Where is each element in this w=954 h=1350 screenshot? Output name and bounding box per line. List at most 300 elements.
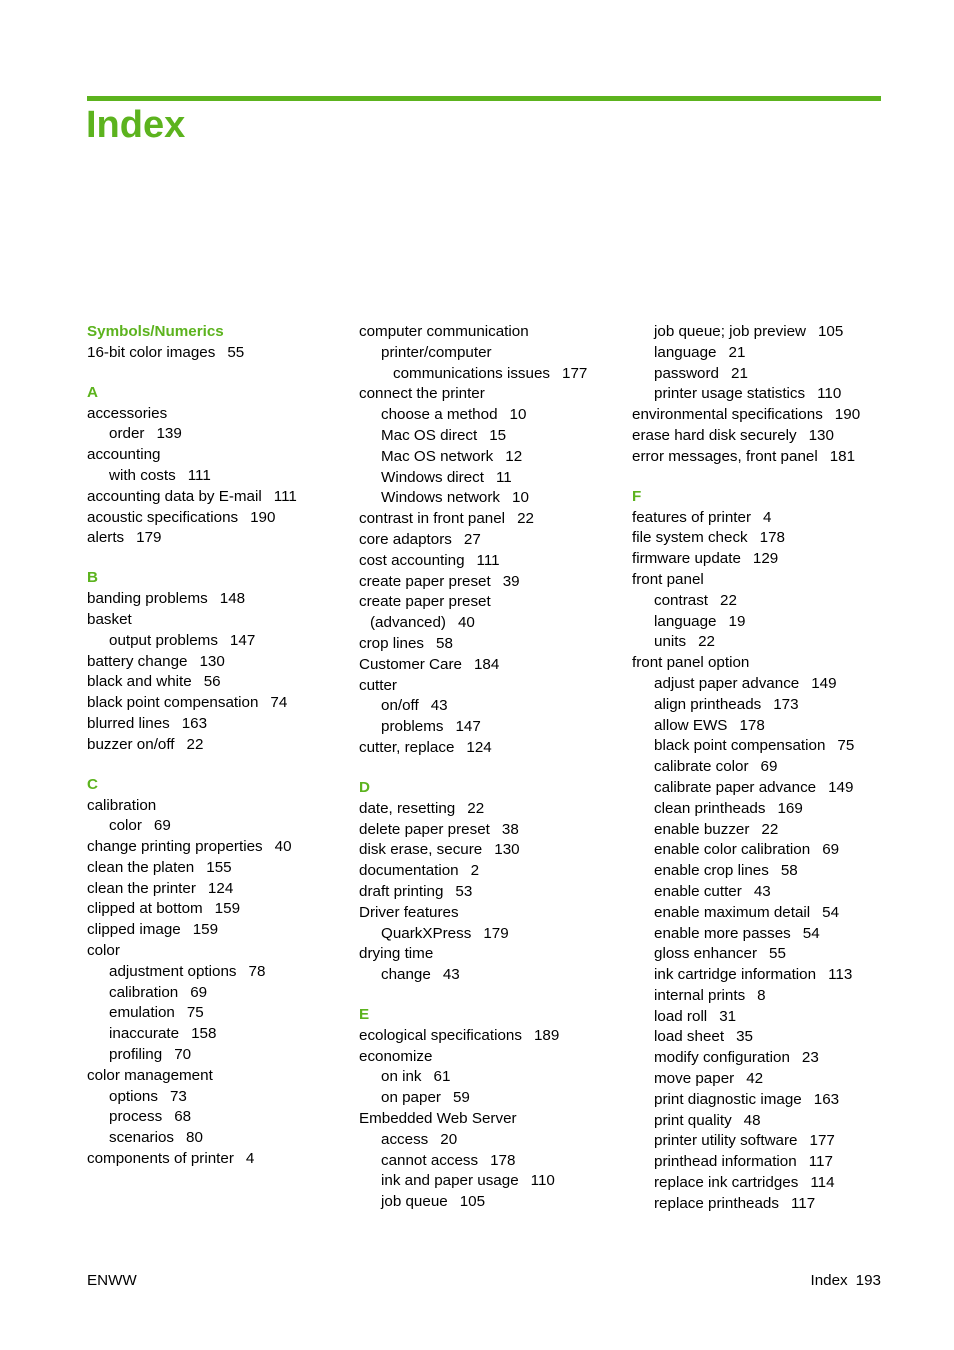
index-entry <box>87 652 359 673</box>
index-subentry <box>359 696 631 717</box>
index-page-link[interactable]: 69 <box>153 817 171 835</box>
index-entry <box>87 899 359 920</box>
index-page-link[interactable]: 173 <box>773 695 799 713</box>
index-term: Windows network <box>381 489 501 507</box>
index-section-header: A <box>87 383 98 401</box>
index-page-link[interactable]: 75 <box>837 737 855 755</box>
index-page-link[interactable]: 129 <box>752 550 779 568</box>
index-term: erase hard disk securely <box>632 426 797 444</box>
index-term: firmware update <box>632 550 741 568</box>
index-subentry <box>632 757 881 778</box>
index-entry <box>359 509 631 530</box>
index-page-link[interactable]: 58 <box>436 634 453 652</box>
index-term: order <box>109 425 145 443</box>
index-page-link[interactable]: 54 <box>822 903 840 921</box>
index-page-link[interactable]: 158 <box>191 1025 217 1043</box>
index-subentry <box>632 612 881 633</box>
index-subentry <box>359 1171 631 1192</box>
index-term: black and white <box>87 673 192 691</box>
index-term: cutter, replace <box>359 738 455 756</box>
index-term: color <box>87 942 120 960</box>
index-page-link[interactable]: 75 <box>186 1004 204 1022</box>
index-entry <box>632 549 881 570</box>
index-entry <box>87 404 359 425</box>
index-entry <box>87 941 359 962</box>
index-term: adjust paper advance <box>654 674 800 692</box>
index-page-link[interactable]: 130 <box>494 841 520 859</box>
index-term: black point compensation <box>87 694 259 712</box>
index-page-link[interactable]: 70 <box>174 1046 192 1064</box>
index-term: (advanced) <box>370 614 446 632</box>
index-subentry <box>87 962 359 983</box>
index-term: crop lines <box>359 634 424 652</box>
index-subentry <box>632 861 881 882</box>
index-entry <box>87 858 359 879</box>
footer-right <box>811 1271 882 1291</box>
index-page-link[interactable]: 130 <box>199 652 225 670</box>
index-entry <box>632 653 881 674</box>
index-term: color <box>109 817 142 835</box>
index-term: internal prints <box>654 986 746 1004</box>
index-entry <box>87 589 359 610</box>
index-page-link[interactable]: 111 <box>187 466 211 484</box>
index-entry <box>359 1026 631 1047</box>
index-page-link[interactable]: 10 <box>512 489 529 507</box>
index-term: clean printheads <box>654 799 766 817</box>
index-term: units <box>654 633 687 651</box>
index-term: Mac OS direct <box>381 426 478 444</box>
index-page-link[interactable]: 43 <box>753 882 771 900</box>
index-page-link[interactable]: 20 <box>440 1130 458 1148</box>
index-page-link[interactable]: 43 <box>430 697 448 715</box>
index-term: delete paper preset <box>359 820 490 838</box>
index-entry <box>359 322 631 343</box>
index-term: align printheads <box>654 695 762 713</box>
index-term: accounting <box>87 446 161 464</box>
index-term: basket <box>87 610 132 628</box>
index-term: file system check <box>632 529 748 547</box>
index-page-link[interactable]: 113 <box>828 966 853 984</box>
index-term: clean the platen <box>87 858 195 876</box>
index-term: Embedded Web Server <box>359 1110 517 1128</box>
index-page-link[interactable]: 59 <box>452 1089 470 1107</box>
index-term: contrast in front panel <box>359 510 506 528</box>
index-entry <box>87 879 359 900</box>
index-page-link[interactable]: 181 <box>829 447 856 465</box>
index-subentry <box>632 736 881 757</box>
index-section-header: B <box>87 569 98 587</box>
index-subentry <box>632 799 881 820</box>
index-subentry <box>87 1107 359 1128</box>
index-term: black point compensation <box>654 737 826 755</box>
index-page-link[interactable]: 148 <box>219 590 246 608</box>
index-page-link[interactable]: 55 <box>227 343 245 361</box>
index-page-link[interactable]: 22 <box>720 591 737 609</box>
index-entry <box>87 672 359 693</box>
footer-page-number: 193 <box>855 1272 881 1289</box>
index-page-link[interactable]: 56 <box>203 673 221 691</box>
index-subentry <box>632 343 881 364</box>
index-entry <box>359 820 631 841</box>
index-term: enable maximum detail <box>654 903 811 921</box>
index-term: on/off <box>381 697 419 715</box>
index-term: front panel option <box>632 654 750 672</box>
index-section-header: F <box>632 487 642 505</box>
index-page-link[interactable]: 73 <box>169 1087 187 1105</box>
index-page-link[interactable]: 10 <box>509 406 527 424</box>
index-term: Mac OS network <box>381 447 494 465</box>
index-entry <box>359 799 631 820</box>
index-term: drying time <box>359 945 434 963</box>
index-page-link[interactable]: 177 <box>809 1132 835 1150</box>
index-page-link[interactable]: 117 <box>790 1194 816 1212</box>
index-term: enable color calibration <box>654 841 811 859</box>
index-column-2 <box>359 322 631 1213</box>
index-subentry <box>632 1173 881 1194</box>
title-rule <box>87 96 881 101</box>
footer-left: ENWW <box>87 1272 137 1289</box>
index-entry <box>87 920 359 941</box>
index-page-link[interactable]: 78 <box>248 962 266 980</box>
index-entry <box>359 634 631 655</box>
index-subentry <box>359 1192 631 1213</box>
index-term: banding problems <box>87 590 208 608</box>
index-subentry <box>632 1152 881 1173</box>
index-page-link[interactable]: 19 <box>728 612 746 630</box>
index-page-link[interactable]: 80 <box>186 1129 203 1147</box>
index-term: enable crop lines <box>654 862 769 880</box>
index-page-link[interactable]: 43 <box>442 966 460 984</box>
index-term: change <box>381 966 431 984</box>
index-term: choose a method <box>381 406 498 424</box>
index-page-link[interactable]: 22 <box>186 735 204 753</box>
index-term: enable buzzer <box>654 820 750 838</box>
index-page-link[interactable]: 190 <box>834 406 861 424</box>
index-page-link[interactable]: 105 <box>817 323 844 340</box>
index-subentry <box>359 488 631 509</box>
index-term: enable more passes <box>654 924 791 942</box>
index-entry <box>87 693 359 714</box>
index-page-link[interactable]: 53 <box>455 882 473 900</box>
index-term: cutter <box>359 676 397 694</box>
index-subentry <box>632 903 881 924</box>
index-entry <box>359 944 631 965</box>
index-term: clipped at bottom <box>87 900 203 918</box>
index-entry <box>359 676 631 697</box>
index-page-link[interactable]: 12 <box>505 447 523 465</box>
index-page-link[interactable]: 69 <box>760 758 778 776</box>
index-page-link[interactable]: 69 <box>190 983 208 1001</box>
index-term: replace printheads <box>654 1194 779 1212</box>
index-term: ecological specifications <box>359 1026 522 1044</box>
index-page-link[interactable]: 111 <box>273 487 297 505</box>
index-page-link[interactable]: 11 <box>495 468 512 486</box>
index-subentry <box>87 424 359 445</box>
index-page-link[interactable]: 48 <box>743 1111 761 1129</box>
index-subentry <box>359 965 631 986</box>
index-subentry <box>632 1069 881 1090</box>
index-subentry <box>87 1003 359 1024</box>
index-page-link[interactable]: 2 <box>470 862 480 880</box>
index-term: features of printer <box>632 508 752 526</box>
index-subentry <box>632 924 881 945</box>
index-term: 16-bit color images <box>87 343 216 361</box>
index-term: contrast <box>654 591 709 609</box>
index-page-link[interactable]: 177 <box>562 364 588 382</box>
index-term: ink and paper usage <box>381 1172 519 1190</box>
index-page-link[interactable]: 139 <box>156 425 182 443</box>
index-term: battery change <box>87 652 188 670</box>
index-page-link[interactable]: 169 <box>777 799 803 817</box>
index-term: printer utility software <box>654 1132 798 1150</box>
index-subentry <box>632 1027 881 1048</box>
index-subentry <box>87 631 359 652</box>
index-subentry <box>87 1045 359 1066</box>
index-term: scenarios <box>109 1129 174 1147</box>
index-subentry <box>632 1090 881 1111</box>
index-entry <box>359 592 631 613</box>
index-page-link[interactable]: 22 <box>698 633 715 651</box>
index-term: QuarkXPress <box>381 924 472 942</box>
index-page-link[interactable]: 147 <box>229 631 256 649</box>
index-subentry <box>632 591 881 612</box>
index-page-link[interactable]: 23 <box>801 1049 819 1067</box>
index-subentry <box>359 613 631 634</box>
index-term: language <box>654 612 717 630</box>
index-term: job queue <box>381 1193 448 1211</box>
index-term: economize <box>359 1047 433 1065</box>
index-page-link[interactable]: 35 <box>736 1028 753 1046</box>
index-term: replace ink cartridges <box>654 1174 799 1192</box>
index-page-link[interactable]: 149 <box>828 778 854 796</box>
index-term: allow EWS <box>654 716 728 734</box>
index-term: profiling <box>109 1046 163 1064</box>
index-entry <box>359 882 631 903</box>
index-subentry <box>632 965 881 986</box>
index-term: ink cartridge information <box>654 966 817 984</box>
index-term: front panel <box>632 570 704 588</box>
index-subentry <box>632 986 881 1007</box>
index-page-link[interactable]: 40 <box>457 614 475 632</box>
index-page-link[interactable]: 4 <box>245 1150 255 1168</box>
index-entry <box>632 508 881 529</box>
index-term: create paper preset <box>359 593 491 611</box>
index-page-link[interactable]: 55 <box>769 945 786 963</box>
index-subentry <box>87 1087 359 1108</box>
index-page-link[interactable]: 179 <box>136 529 162 547</box>
index-term: on ink <box>381 1068 422 1086</box>
index-page-link[interactable]: 40 <box>274 838 292 856</box>
index-page-link[interactable]: 111 <box>476 551 500 569</box>
index-page-link[interactable]: 27 <box>463 530 481 548</box>
index-subentry <box>359 447 631 468</box>
index-subentry <box>87 816 359 837</box>
index-term: on paper <box>381 1089 441 1107</box>
index-entry <box>87 1149 359 1170</box>
index-entry <box>87 714 359 735</box>
index-subentry <box>359 468 631 489</box>
index-term: computer communication <box>359 323 529 340</box>
index-page-link[interactable]: 21 <box>731 364 748 382</box>
index-page-link[interactable]: 178 <box>739 716 765 734</box>
index-subentry <box>87 466 359 487</box>
index-page-link[interactable]: 61 <box>433 1068 451 1086</box>
index-entry <box>87 610 359 631</box>
index-subentry <box>632 632 881 653</box>
index-entry <box>87 1066 359 1087</box>
index-term: calibrate color <box>654 758 749 776</box>
index-column-1 <box>87 322 359 1170</box>
index-page-link[interactable]: 184 <box>473 655 500 673</box>
index-subentry <box>359 1067 631 1088</box>
index-term: buzzer on/off <box>87 735 175 753</box>
index-entry <box>359 840 631 861</box>
index-page-link[interactable]: 42 <box>746 1070 764 1088</box>
index-term: alerts <box>87 529 125 547</box>
index-term: documentation <box>359 862 459 880</box>
index-subentry <box>632 1111 881 1132</box>
index-entry <box>87 445 359 466</box>
index-page-link[interactable]: 155 <box>206 858 232 876</box>
index-entry <box>632 405 881 426</box>
index-page-link[interactable]: 22 <box>517 510 534 528</box>
index-entry <box>359 384 631 405</box>
index-term: printer usage statistics <box>654 385 806 403</box>
index-term: draft printing <box>359 882 444 900</box>
index-entry <box>87 796 359 817</box>
index-page-link[interactable]: 149 <box>811 674 837 692</box>
index-term: output problems <box>109 631 218 649</box>
index-page-link[interactable]: 74 <box>270 694 288 712</box>
index-entry <box>359 861 631 882</box>
index-subentry <box>632 322 881 343</box>
index-page-link[interactable]: 15 <box>489 426 507 444</box>
index-page-link[interactable]: 159 <box>192 921 219 939</box>
index-subentry <box>359 1151 631 1172</box>
index-page-link[interactable]: 31 <box>719 1007 737 1025</box>
index-entry <box>632 447 881 468</box>
index-page-link[interactable]: 69 <box>822 841 840 859</box>
index-term: enable cutter <box>654 882 742 900</box>
index-term: options <box>109 1087 158 1105</box>
index-subentry <box>632 1048 881 1069</box>
index-page-link[interactable]: 124 <box>207 879 234 897</box>
index-page-link[interactable]: 117 <box>808 1153 833 1171</box>
index-subentry <box>632 882 881 903</box>
index-entry <box>87 837 359 858</box>
index-term: adjustment options <box>109 962 237 980</box>
index-page-link[interactable]: 105 <box>459 1193 486 1211</box>
index-entry <box>87 528 359 549</box>
index-subentry <box>359 364 631 385</box>
index-page-link[interactable]: 68 <box>174 1108 192 1126</box>
index-section-header: E <box>359 1006 370 1024</box>
index-term: load sheet <box>654 1028 725 1046</box>
index-page-link[interactable]: 22 <box>761 820 779 838</box>
index-term: problems <box>381 718 444 736</box>
index-entry <box>359 551 631 572</box>
index-page-link[interactable]: 190 <box>250 508 276 526</box>
index-column-3 <box>632 322 881 1215</box>
index-page-link[interactable]: 22 <box>467 799 485 817</box>
index-term: clean the printer <box>87 879 196 897</box>
index-term: Driver features <box>359 903 459 921</box>
index-page-link[interactable]: 58 <box>780 862 798 880</box>
index-page-link[interactable]: 54 <box>802 924 820 942</box>
index-term: environmental specifications <box>632 406 823 424</box>
index-page-link[interactable]: 179 <box>483 924 509 942</box>
index-term: access <box>381 1130 429 1148</box>
index-entry <box>87 735 359 756</box>
index-entry <box>87 508 359 529</box>
index-term: accessories <box>87 404 168 422</box>
index-term: components of printer <box>87 1150 234 1168</box>
index-term: color management <box>87 1066 213 1084</box>
index-term: error messages, front panel <box>632 447 818 465</box>
index-entry <box>359 1047 631 1068</box>
index-term: calibration <box>87 796 157 814</box>
index-page-link[interactable]: 163 <box>813 1090 840 1108</box>
index-page-link[interactable]: 178 <box>490 1151 516 1169</box>
index-page-link[interactable]: 4 <box>763 508 772 526</box>
index-entry <box>359 1109 631 1130</box>
index-subentry <box>632 674 881 695</box>
index-term: acoustic specifications <box>87 508 239 526</box>
footer-section: Index <box>810 1272 848 1289</box>
index-page-link[interactable]: 8 <box>757 986 766 1004</box>
index-entry <box>359 903 631 924</box>
index-subentry <box>87 1024 359 1045</box>
index-page-link[interactable]: 110 <box>530 1172 555 1190</box>
index-page-link[interactable]: 159 <box>214 900 241 918</box>
index-term: calibrate paper advance <box>654 778 817 796</box>
index-page-link[interactable]: 114 <box>810 1174 835 1192</box>
index-page-link[interactable]: 163 <box>181 714 208 732</box>
index-term: Customer Care <box>359 655 462 673</box>
index-entry <box>632 528 881 549</box>
index-term: printhead information <box>654 1153 797 1171</box>
index-page-link[interactable]: 39 <box>502 572 520 590</box>
index-page-link[interactable]: 147 <box>455 718 481 736</box>
index-term: Windows direct <box>381 468 484 486</box>
index-page-link[interactable]: 130 <box>808 426 834 444</box>
index-subentry <box>632 384 881 405</box>
index-term: clipped image <box>87 921 181 939</box>
index-subentry <box>359 717 631 738</box>
index-entry <box>632 570 881 591</box>
index-subentry <box>632 1194 881 1215</box>
index-page-link[interactable]: 178 <box>759 529 785 547</box>
index-term: communications issues <box>393 364 550 382</box>
index-subentry <box>359 426 631 447</box>
index-term: disk erase, secure <box>359 841 483 859</box>
index-page-link[interactable]: 189 <box>533 1026 560 1044</box>
index-entry <box>359 655 631 676</box>
index-subentry <box>87 983 359 1004</box>
index-term: printer/computer <box>381 343 492 361</box>
index-subentry <box>359 924 631 945</box>
index-page-link[interactable]: 21 <box>728 343 746 361</box>
index-page-link[interactable]: 110 <box>817 385 842 403</box>
index-entry <box>87 343 359 364</box>
index-term: modify configuration <box>654 1049 790 1067</box>
index-page-link[interactable]: 38 <box>501 820 519 838</box>
index-subentry <box>632 820 881 841</box>
index-page-link[interactable]: 124 <box>466 738 492 756</box>
index-term: emulation <box>109 1004 175 1022</box>
index-subentry <box>359 343 631 364</box>
index-subentry <box>632 944 881 965</box>
